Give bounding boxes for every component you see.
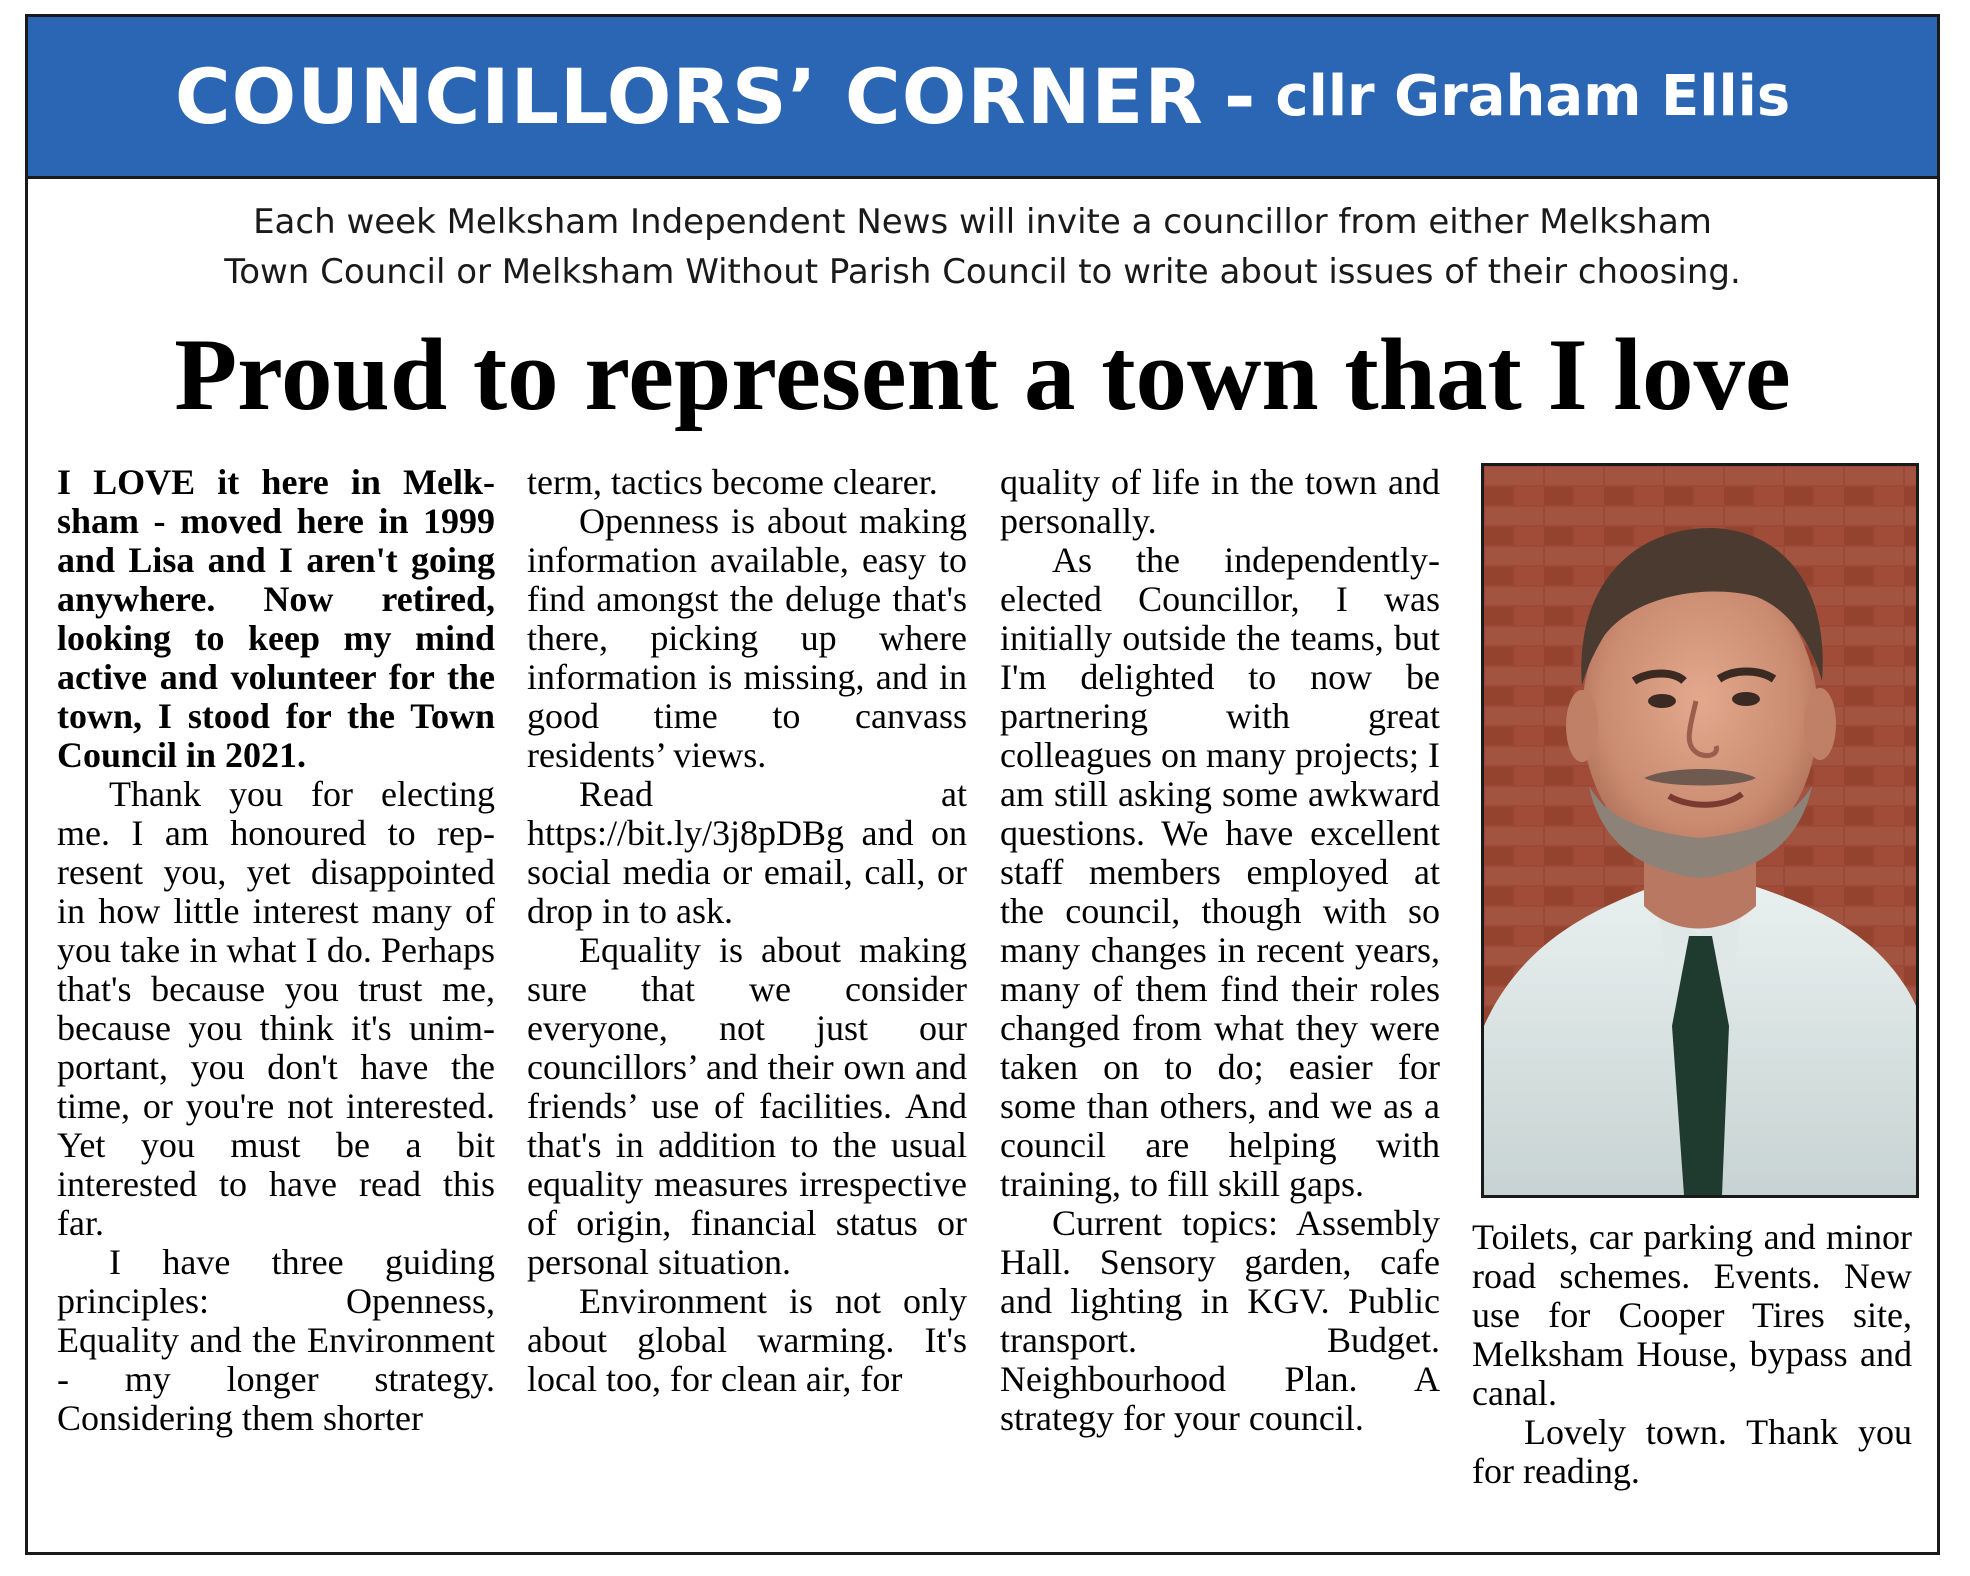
body-paragraph: quality of life in the town and personally. (1000, 462, 1440, 541)
body-paragraph: Equality is about making sure that we consider everyone, not just our councillors’ and their own and friends’ use of facilities. And that's in addition to the usual equality measures irrespective of origin, financial status or personal situation. (527, 930, 967, 1282)
body-paragraph: Toilets, car parking and minor road schemes. Events. New use for Cooper Tires site, Melksham House, bypass and canal. (1472, 1217, 1912, 1413)
banner-separator: - (1223, 52, 1256, 141)
intro-blurb (28, 197, 1937, 297)
banner (28, 17, 1937, 179)
body-paragraph: Current topics: Assembly Hall. Sensory garden, cafe and lighting in KGV. Public transport. Budget. Neighbourhood Plan. A strategy for your council. (1000, 1203, 1440, 1438)
section-title: COUNCILLORS’ CORNER (174, 52, 1204, 141)
portrait-illustration (1484, 466, 1916, 1195)
body-paragraph: Openness is about making information available, easy to find amongst the deluge that's there, picking up where information is missing, and in good time to canvass residents’ views. (527, 501, 967, 775)
body-paragraph: term, tactics become clearer. (527, 462, 938, 502)
intro-line-1: Each week Melksham Independent News will invite a councillor from either Melksham (253, 202, 1712, 242)
body-paragraph: Read at https://bit.ly/3j8pDBg and on social media or email, call, or drop in to ask. (527, 774, 967, 931)
article-column-1 (57, 463, 495, 1438)
lead-paragraph: I LOVE it here in Melksham - moved here in 1999 and Lisa and I aren't going anywhere. Now retired, looking to keep my mind active and volunteer for the town, I stood for the Town Council in 2021. (57, 462, 495, 775)
article-column-2 (527, 463, 967, 1399)
body-paragraph: Environment is not only about global warming. It's local too, for clean air, for (527, 1281, 967, 1399)
article-column-4 (1472, 1218, 1912, 1491)
article-column-3 (1000, 463, 1440, 1438)
body-paragraph: I have three guiding principles: Openness, Equality and the Environment - my longer strategy. Considering them shorter (57, 1242, 495, 1438)
headline: Proud to represent a town that I love (174, 318, 1791, 432)
body-paragraph: As the independently-elected Councillor, I was initially outside the teams, but I'm delighted to now be partnering with great colleagues on many projects; I am still asking some awkward questions. We have excellent staff members employed at the council, though with so many changes in recent years, many of them find their roles changed from what they were taken on to do; easier for some than others, and we as a council are helping with training, to fill skill gaps. (1000, 540, 1440, 1204)
intro-line-2: Town Council or Melksham Without Parish Council to write about issues of their choosing. (224, 252, 1741, 292)
councillor-photo (1481, 463, 1919, 1198)
body-paragraph: Lovely town. Thank you for reading. (1472, 1412, 1912, 1491)
author-byline: cllr Graham Ellis (1275, 64, 1791, 129)
body-paragraph: Thank you for electing me. I am honoured to represent you, yet disappointed in how little interest many of you take in what I do. Perhaps that's because you trust me, because you think it's unimportant, you don't have the time, or you're not interested. Yet you must be a bit interested to have read this far. (57, 774, 495, 1243)
